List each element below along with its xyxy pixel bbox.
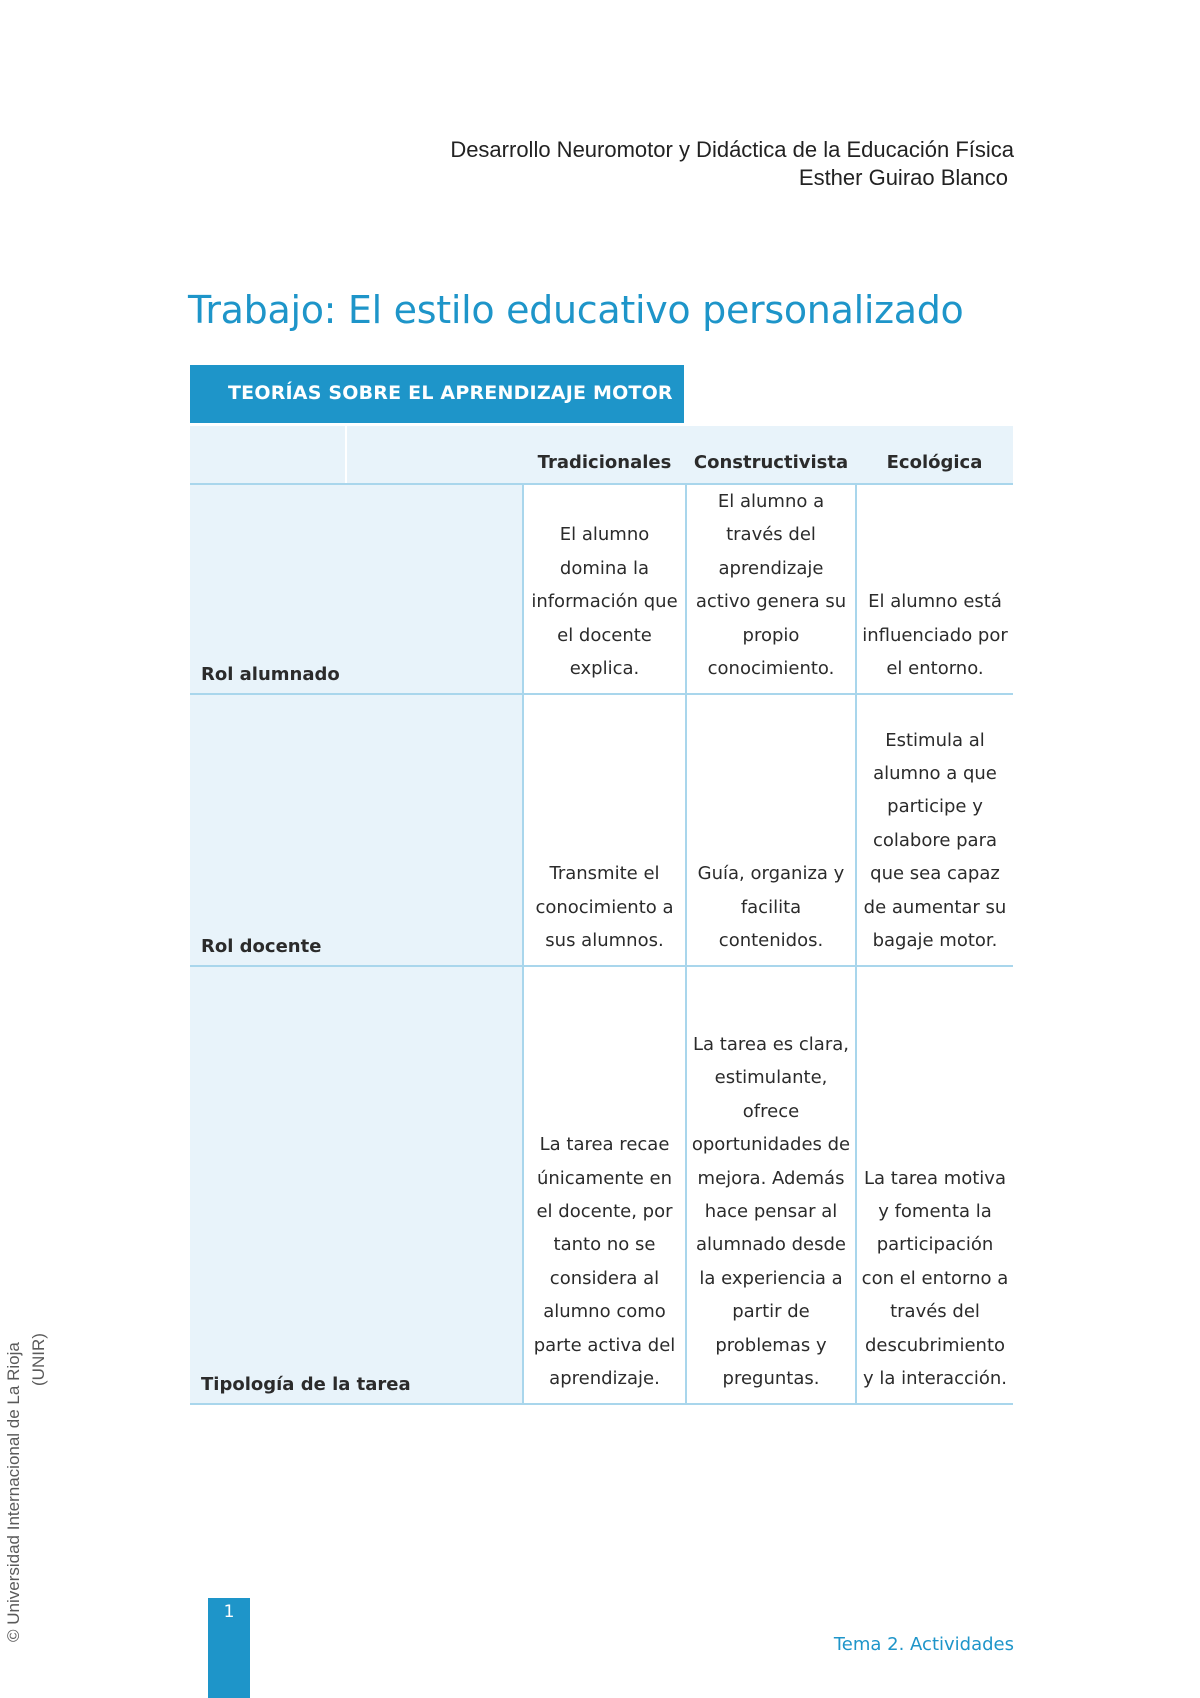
page-number: 1 [223,1602,235,1622]
copyright-line: (UNIR) [29,1333,48,1386]
table-row [190,694,1013,966]
page-title: Trabajo: El estilo educativo personalizado [188,288,964,332]
theories-table [190,426,1013,1405]
cell-tradicionales: La tarea recae únicamente en el docente, por tanto no se considera al alumno como parte activa del aprendizaje. [523,966,686,1404]
column-header-ecologica: Ecológica [856,426,1013,484]
copyright-notice [0,1330,60,1650]
cell-ecologica: El alumno está influenciado por el entorno. [856,484,1013,694]
column-header-constructivista: Constructivista [686,426,856,484]
author-name: Esther Guirao Blanco [798,165,1008,190]
cell-constructivista: Guía, organiza y facilita contenidos. [686,694,856,966]
table-row [190,484,1013,694]
table-row [190,966,1013,1404]
row-label-tipologia-tarea: Tipología de la tarea [190,966,523,1404]
course-title: Desarrollo Neuromotor y Didáctica de la Educación Física [450,137,1014,162]
page-number-bar [208,1598,250,1698]
copyright-line: © Universidad Internacional de La Rioja [4,1342,23,1642]
row-label-rol-alumnado: Rol alumnado [190,484,523,694]
column-header-tradicionales: Tradicionales [523,426,686,484]
row-label-rol-docente: Rol docente [190,694,523,966]
header-empty-cell [346,426,523,484]
cell-tradicionales: Transmite el conocimiento a sus alumnos. [523,694,686,966]
footer-section-label: Tema 2. Actividades [833,1634,1014,1655]
cell-constructivista: El alumno a través del aprendizaje activo genera su propio conocimiento. [686,484,856,694]
cell-ecologica: La tarea motiva y fomenta la participación con el entorno a través del descubrimiento y la interacción. [856,966,1013,1404]
cell-tradicionales: El alumno domina la información que el docente explica. [523,484,686,694]
cell-ecologica: Estimula al alumno a que participe y colabore para que sea capaz de aumentar su bagaje motor. [856,694,1013,966]
cell-constructivista: La tarea es clara, estimulante, ofrece oportunidades de mejora. Además hace pensar al alumnado desde la experiencia a partir de problemas y preguntas. [686,966,856,1404]
header-empty-cell [190,426,346,484]
table-header-row [190,426,1013,484]
table-tab-label: TEORÍAS SOBRE EL APRENDIZAJE MOTOR [190,365,684,423]
document-header [450,136,1014,192]
